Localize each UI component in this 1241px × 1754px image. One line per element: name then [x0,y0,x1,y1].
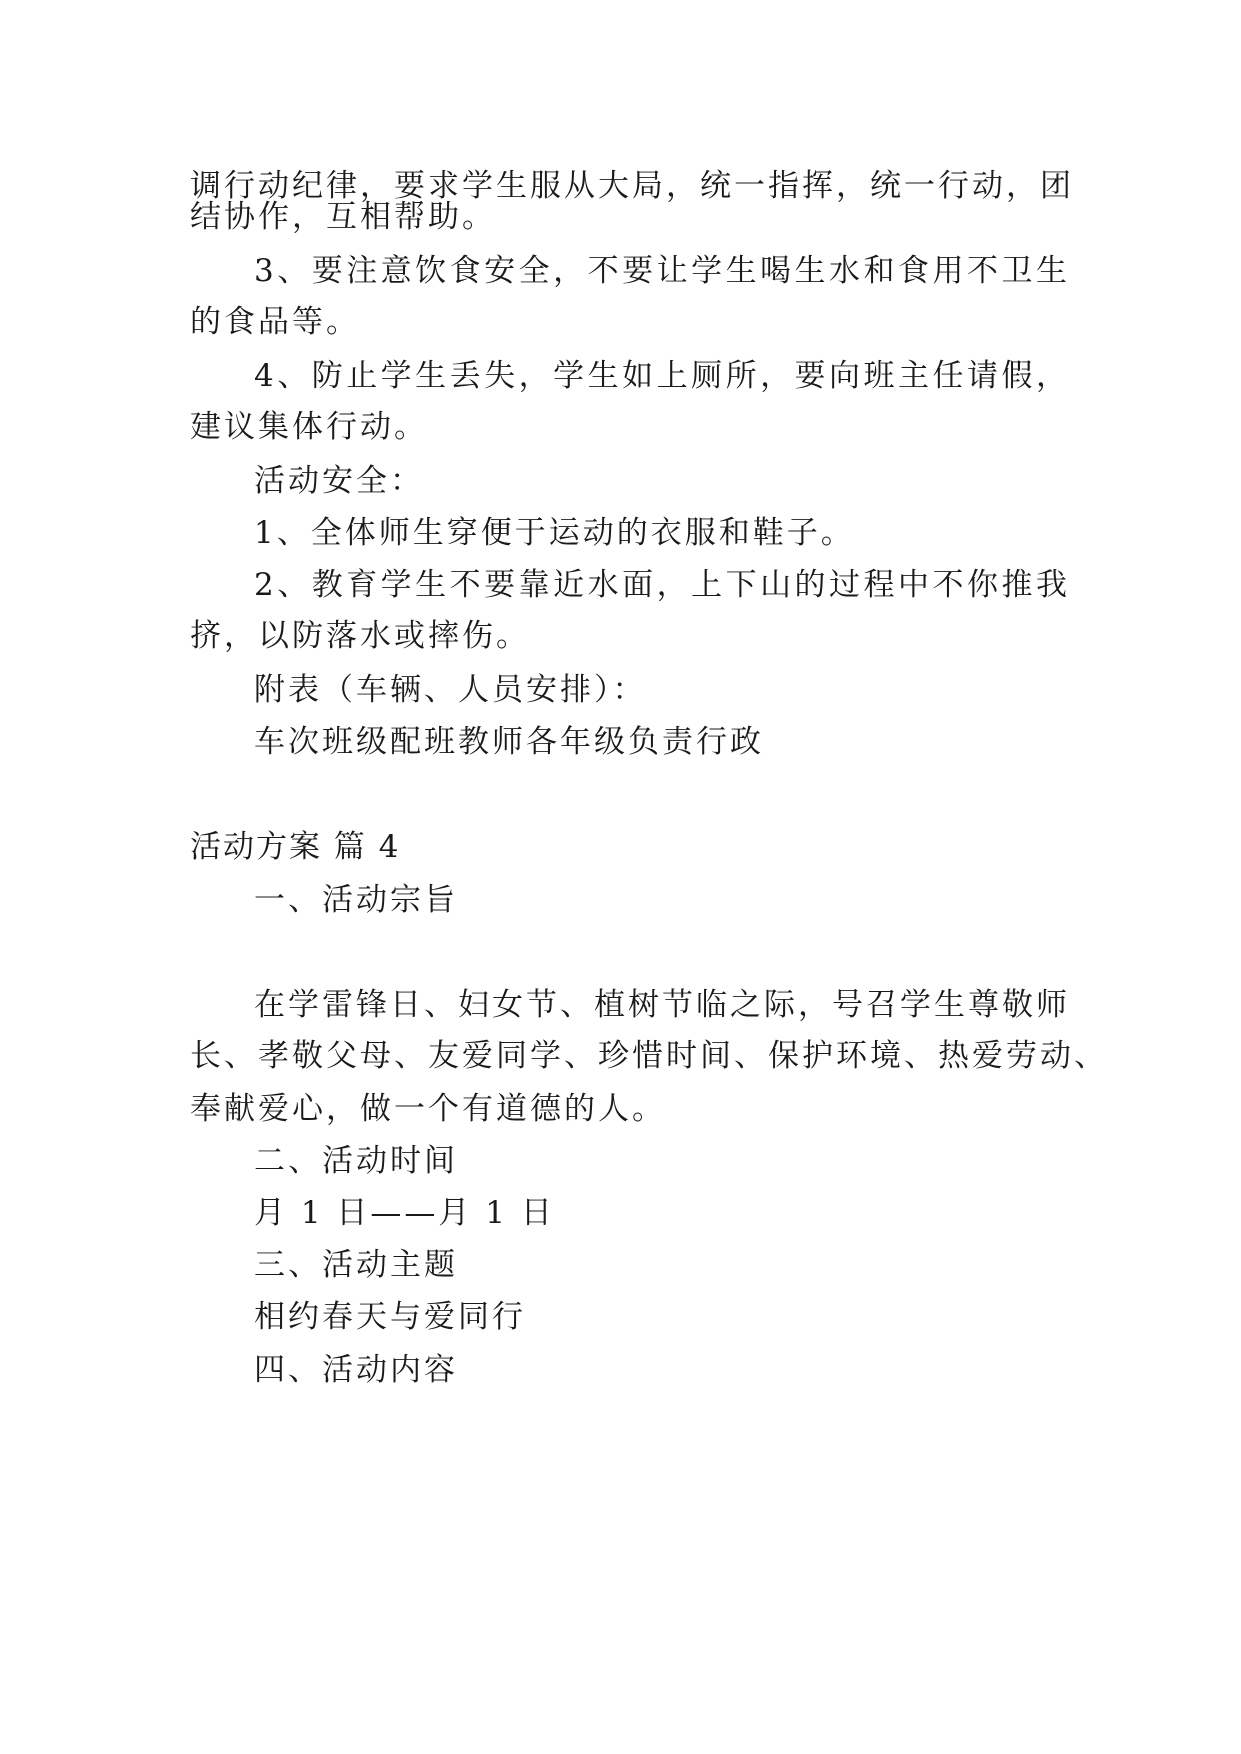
paragraph-line: 在学雷锋日、妇女节、植树节临之际，号召学生尊敬师 [254,987,1070,1023]
paragraph-line: 附表（车辆、人员安排）： [254,672,647,708]
section-title: 活动方案 篇 4 [190,829,401,865]
paragraph-line: 奉献爱心，做一个有道德的人。 [190,1091,666,1127]
paragraph-line: 长、孝敬父母、友爱同学、珍惜时间、保护环境、热爱劳动、 [190,1038,1108,1074]
paragraph-line: 建议集体行动。 [190,409,428,445]
paragraph-line: 调行动纪律，要求学生服从大局，统一指挥，统一行动，团 [190,168,1074,204]
paragraph-line: 2、教育学生不要靠近水面，上下山的过程中不你推我 [254,567,1070,603]
paragraph-line: 结协作，互相帮助。 [190,199,496,235]
section-heading: 四、活动内容 [254,1352,458,1388]
paragraph-line: 4、防止学生丢失，学生如上厕所，要向班主任请假， [254,358,1070,394]
paragraph-line: 1、全体师生穿便于运动的衣服和鞋子。 [254,515,855,551]
section-heading: 一、活动宗旨 [254,882,458,918]
paragraph-line: 3、要注意饮食安全，不要让学生喝生水和食用不卫生 [254,253,1070,289]
section-heading: 二、活动时间 [254,1143,458,1179]
section-heading: 三、活动主题 [254,1247,458,1283]
paragraph-line: 月 1 日——月 1 日 [254,1195,555,1231]
paragraph-line: 车次班级配班教师各年级负责行政 [254,724,764,760]
paragraph-line: 挤，以防落水或摔伤。 [190,618,530,654]
paragraph-line: 相约春天与爱同行 [254,1299,526,1335]
paragraph-line: 的食品等。 [190,304,360,340]
paragraph-line: 活动安全： [254,463,424,499]
